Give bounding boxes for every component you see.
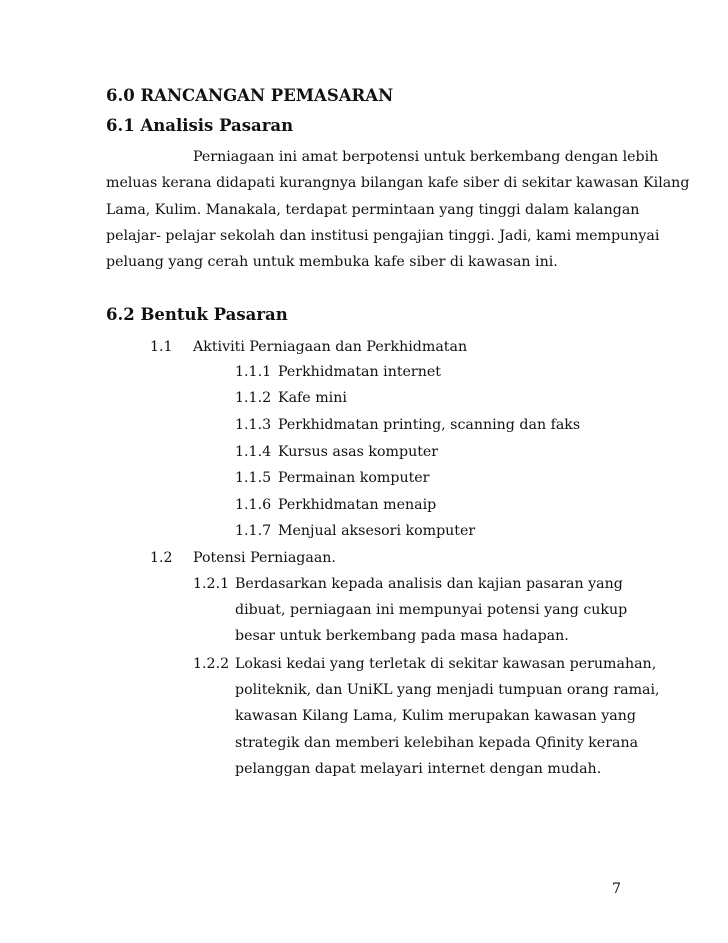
section-title: 6.0 RANCANGAN PEMASARAN [106, 86, 394, 105]
list-number: 1.2.1 [193, 576, 230, 592]
paragraph-1-2-1 [235, 571, 628, 650]
list-number: 1.1.2 [235, 390, 272, 406]
paragraph-line: besar untuk berkembang pada masa hadapan. [235, 628, 569, 645]
paragraph-analisis-pasaran [106, 144, 690, 275]
paragraph-line: Berdasarkan kepada analisis dan kajian pasaran yang [235, 576, 623, 592]
list-label: Menjual aksesori komputer [278, 523, 476, 539]
list-number: 1.1.4 [235, 444, 272, 460]
list-label: Potensi Perniagaan. [193, 550, 336, 566]
paragraph-line: kawasan Kilang Lama, Kulim merupakan kawasan yang [235, 708, 636, 725]
list-label: Perkhidmatan internet [278, 364, 441, 380]
list-label: Perkhidmatan printing, scanning dan faks [278, 417, 581, 433]
list-number: 1.1.1 [235, 364, 272, 380]
page-number: 7 [612, 881, 622, 897]
heading-analisis-pasaran: 6.1 Analisis Pasaran [106, 116, 294, 135]
list-number: 1.1.5 [235, 470, 272, 486]
paragraph-line: Lokasi kedai yang terletak di sekitar kawasan perumahan, [235, 656, 657, 672]
paragraph-line: Perniagaan ini amat berpotensi untuk berkembang dengan lebih [193, 149, 659, 165]
heading-bentuk-pasaran: 6.2 Bentuk Pasaran [106, 305, 288, 324]
paragraph-1-2-2 [235, 651, 660, 782]
paragraph-line: meluas kerana didapati kurangnya bilangan kafe siber di sekitar kawasan Kilang [106, 175, 690, 192]
list-label: Perkhidmatan menaip [278, 497, 437, 513]
list-number: 1.2.2 [193, 656, 230, 672]
list-label: Kursus asas komputer [278, 444, 439, 460]
paragraph-line: pelajar- pelajar sekolah dan institusi pengajian tinggi. Jadi, kami mempunyai [106, 227, 660, 244]
list-label: Permainan komputer [278, 470, 430, 486]
paragraph-line: Lama, Kulim. Manakala, terdapat permintaan yang tinggi dalam kalangan [106, 201, 640, 218]
list-number: 1.1.3 [235, 417, 272, 433]
paragraph-line: politeknik, dan UniKL yang menjadi tumpuan orang ramai, [235, 682, 660, 699]
list-number: 1.1.6 [235, 497, 272, 513]
paragraph-line: peluang yang cerah untuk membuka kafe siber di kawasan ini. [106, 254, 558, 271]
list-label: Kafe mini [278, 390, 347, 406]
list-number: 1.2 [150, 550, 173, 566]
list-number: 1.1.7 [235, 523, 272, 539]
list-label: Aktiviti Perniagaan dan Perkhidmatan [193, 339, 468, 355]
paragraph-line: pelanggan dapat melayari internet dengan mudah. [235, 760, 602, 777]
paragraph-line: strategik dan memberi kelebihan kepada Qfinity kerana [235, 734, 639, 751]
list-number: 1.1 [150, 339, 173, 355]
paragraph-line: dibuat, perniagaan ini mempunyai potensi yang cukup [235, 602, 628, 619]
